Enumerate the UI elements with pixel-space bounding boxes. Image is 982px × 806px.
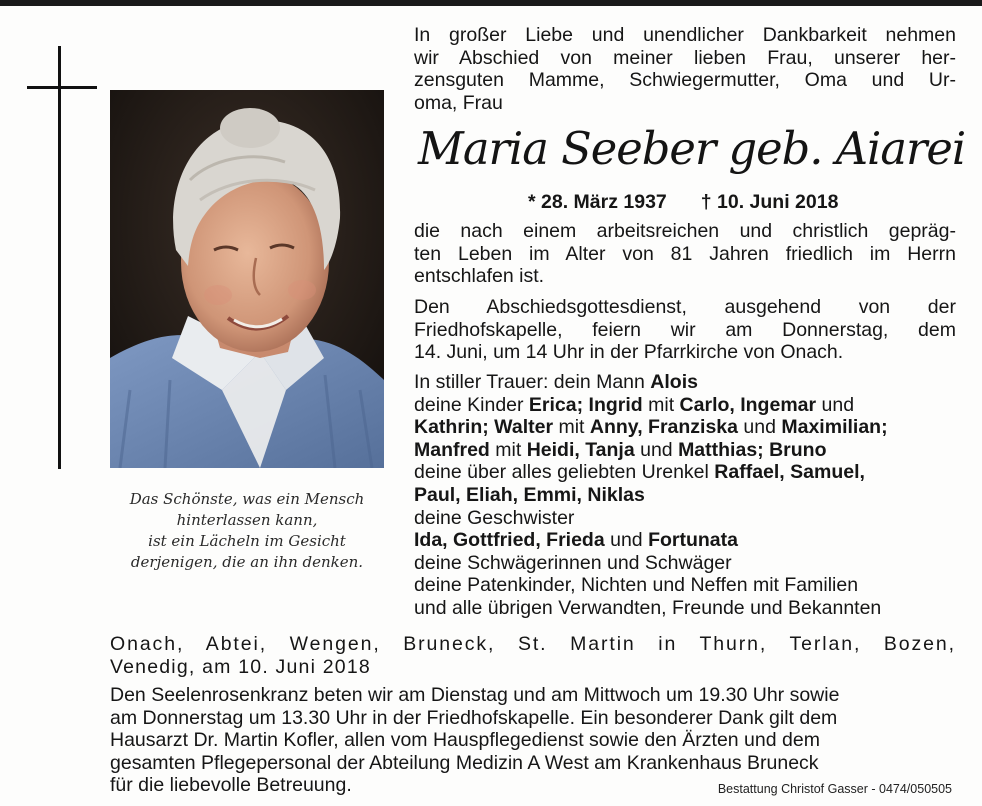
places-line: Onach, Abtei, Wengen, Bruneck, St. Martin in Thurn, Terlan, Bozen, [110, 633, 956, 655]
quote-line: ist ein Lächeln im Gesicht [148, 532, 346, 550]
passing-line: die nach einem arbeitsreichen und christlich gepräg- [414, 220, 956, 242]
mourners-line [414, 394, 956, 417]
children-names: Erica; Ingrid [528, 393, 643, 416]
cross-icon-crossbar [27, 86, 97, 89]
children-names: Matthias; Bruno [678, 438, 827, 461]
mourners-list [414, 371, 956, 620]
service-text [414, 296, 956, 364]
intro-line: zensguten Mamme, Schwiegermutter, Oma und Ur- [414, 69, 956, 92]
mourners-line: deine Geschwister [414, 506, 575, 529]
portrait-photo [110, 90, 384, 468]
sibling-names: Ida, Gottfried, Frieda [414, 529, 605, 552]
mourners-text: deine Kinder [414, 393, 529, 416]
mourners-text: mit [489, 438, 527, 461]
mourners-text: deine über alles geliebten Urenkel [414, 461, 715, 484]
mourners-text: mit [553, 416, 590, 439]
deceased-name: Maria Seeber geb. Aiarei [418, 122, 966, 175]
quote-line: derjenigen, die an ihn denken. [130, 553, 364, 571]
places-and-date [110, 633, 956, 678]
mourners-text: und [816, 393, 855, 416]
partner-names: Maximilian; [781, 416, 888, 439]
service-line: 14. Juni, um 14 Uhr in der Pfarrkirche von Onach. [414, 341, 844, 364]
mourners-line [414, 461, 956, 484]
cross-icon [58, 46, 61, 469]
mourners-text: mit [642, 393, 680, 416]
death-date: † 10. Juni 2018 [700, 191, 839, 213]
rosary-line: am Donnerstag um 13.30 Uhr in der Friedhofskapelle. Ein besonderer Dank gilt dem [110, 706, 838, 729]
places-line: Venedig, am 10. Juni 2018 [110, 655, 371, 678]
passing-line: ten Leben im Alter von 81 Jahren friedlich im Herrn [414, 242, 956, 265]
rosary-line: für die liebevolle Betreuung. [110, 774, 352, 797]
memorial-quote [110, 489, 384, 573]
mourners-text: und [634, 438, 679, 461]
rosary-line: Hausarzt Dr. Martin Kofler, allen vom Hauspflegedienst sowie den Ärzten und dem [110, 729, 820, 752]
passing-text [414, 220, 956, 288]
intro-line: oma, Frau [414, 91, 503, 114]
mourners-line: deine Schwägerinnen und Schwäger [414, 551, 732, 574]
partner-names: Heidi, Tanja [526, 438, 635, 461]
partner-names: Anny, Franziska [589, 416, 738, 439]
intro-text [414, 24, 956, 114]
mourners-line [414, 371, 956, 394]
quote-line: hinterlassen kann, [176, 511, 318, 529]
mourners-text: und [738, 416, 782, 439]
service-line: Friedhofskapelle, feiern wir am Donnerstag, dem [414, 318, 956, 341]
rosary-line: gesamten Pflegepersonal der Abteilung Medizin A West am Krankenhaus Bruneck [110, 751, 819, 774]
intro-line: In großer Liebe und unendlicher Dankbarkeit nehmen [414, 24, 956, 46]
mourners-line: und alle übrigen Verwandten, Freunde und Bekannten [414, 596, 882, 619]
children-names: Manfred [414, 438, 490, 461]
sibling-names: Fortunata [648, 529, 738, 552]
undertaker-credit: Bestattung Christof Gasser - 0474/050505 [717, 782, 952, 796]
mourners-line [414, 416, 956, 439]
quote-line: Das Schönste, was ein Mensch [129, 490, 365, 508]
mourners-text: und [604, 529, 649, 552]
children-names: Kathrin; Walter [414, 416, 554, 439]
mourners-line [414, 484, 956, 507]
mourners-text: In stiller Trauer: dein Mann [414, 371, 651, 393]
great-grandchildren-names: Paul, Eliah, Emmi, Niklas [414, 483, 645, 506]
birth-date: * 28. März 1937 [528, 191, 667, 213]
partner-names: Carlo, Ingemar [679, 393, 817, 416]
mourners-line [414, 439, 956, 462]
mourners-line [414, 529, 956, 552]
intro-line: wir Abschied von meiner lieben Frau, unserer her- [414, 46, 956, 69]
rosary-line: Den Seelenrosenkranz beten wir am Dienstag und am Mittwoch um 19.30 Uhr sowie [110, 684, 840, 706]
great-grandchildren-names: Raffael, Samuel, [714, 461, 865, 484]
husband-name: Alois [650, 371, 698, 393]
rosary-and-thanks [110, 684, 956, 797]
service-line: Den Abschiedsgottesdienst, ausgehend von der [414, 296, 956, 318]
passing-line: entschlafen ist. [414, 265, 545, 288]
mourners-line: deine Patenkinder, Nichten und Neffen mit Familien [414, 574, 859, 597]
life-dates [528, 189, 838, 215]
